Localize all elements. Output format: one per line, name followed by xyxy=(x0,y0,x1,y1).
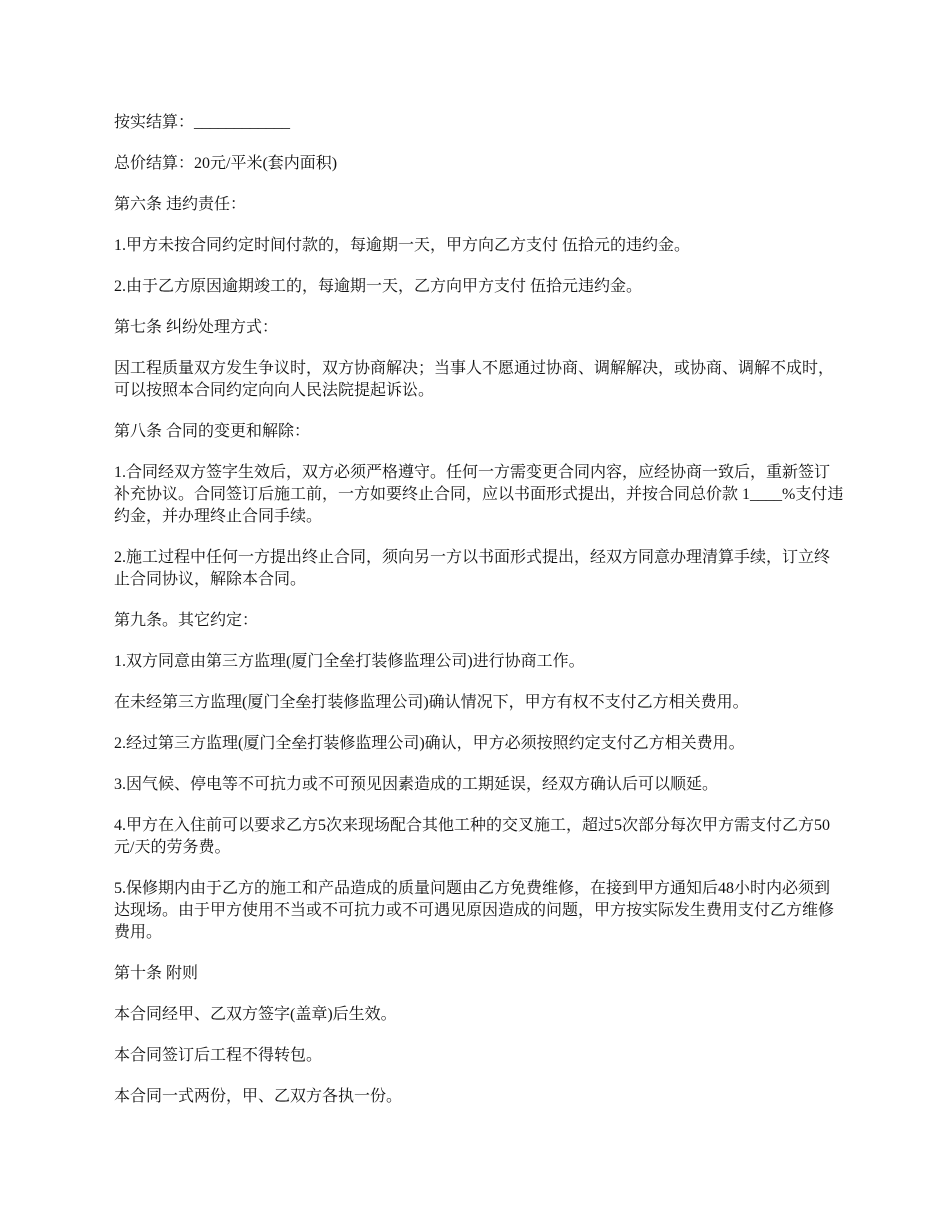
settlement-total: 总价结算：20元/平米(套内面积) xyxy=(114,155,338,172)
article-10-heading: 第十条 附则 xyxy=(114,965,199,982)
article-10-effective: 本合同经甲、乙双方签字(盖章)后生效。 xyxy=(114,1006,397,1023)
article-9-clause-1: 1.双方同意由第三方监理(厦门全垒打装修监理公司)进行协商工作。 xyxy=(114,653,585,670)
article-8-clause-1: 1.合同经双方签字生效后，双方必须严格遵守。任何一方需变更合同内容，应经协商一致后，重新签订补充协议。合同签订后施工前，一方如要终止合同，应以书面形式提出，并按合同总价款 1____%支付违约金，并办理终止合同手续。 xyxy=(114,464,844,525)
article-9-clause-4: 4.甲方在入住前可以要求乙方5次来现场配合其他工种的交叉施工，超过5次部分每次甲方需支付乙方50元/天的劳务费。 xyxy=(114,817,831,856)
article-9-clause-2: 2.经过第三方监理(厦门全垒打装修监理公司)确认，甲方必须按照约定支付乙方相关费用。 xyxy=(114,735,745,752)
article-9-clause-5: 5.保修期内由于乙方的施工和产品造成的质量问题由乙方免费维修，在接到甲方通知后48小时内必须到达现场。由于甲方使用不当或不可抗力或不可遇见原因造成的问题，甲方按实际发生费用支付乙方维修费用。 xyxy=(114,880,835,941)
article-8-clause-2: 2.施工过程中任何一方提出终止合同，须向另一方以书面形式提出，经双方同意办理清算手续，订立终止合同协议，解除本合同。 xyxy=(114,549,831,588)
article-6-heading: 第六条 违约责任： xyxy=(114,196,247,213)
settlement-actual: 按实结算：____________ xyxy=(114,114,291,131)
document-body xyxy=(114,112,844,1127)
article-6-clause-2: 2.由于乙方原因逾期竣工的，每逾期一天，乙方向甲方支付 伍拾元违约金。 xyxy=(114,278,643,295)
article-7-body: 因工程质量双方发生争议时，双方协商解决；当事人不愿通过协商、调解解决，或协商、调解不成时，可以按照本合同约定向向人民法院提起诉讼。 xyxy=(114,360,835,399)
article-10-copies: 本合同一式两份，甲、乙双方各执一份。 xyxy=(114,1088,403,1105)
article-9-clause-3: 3.因气候、停电等不可抗力或不可预见因素造成的工期延误，经双方确认后可以顺延。 xyxy=(114,776,719,793)
article-9-clause-1-note: 在未经第三方监理(厦门全垒打装修监理公司)确认情况下，甲方有权不支付乙方相关费用。 xyxy=(114,694,749,711)
article-9-heading: 第九条。其它约定： xyxy=(114,612,259,629)
article-7-heading: 第七条 纠纷处理方式： xyxy=(114,319,279,336)
article-8-heading: 第八条 合同的变更和解除： xyxy=(114,423,311,440)
article-6-clause-1: 1.甲方未按合同约定时间付款的，每逾期一天，甲方向乙方支付 伍拾元的违约金。 xyxy=(114,237,691,254)
article-10-no-subcontract: 本合同签订后工程不得转包。 xyxy=(114,1047,323,1064)
